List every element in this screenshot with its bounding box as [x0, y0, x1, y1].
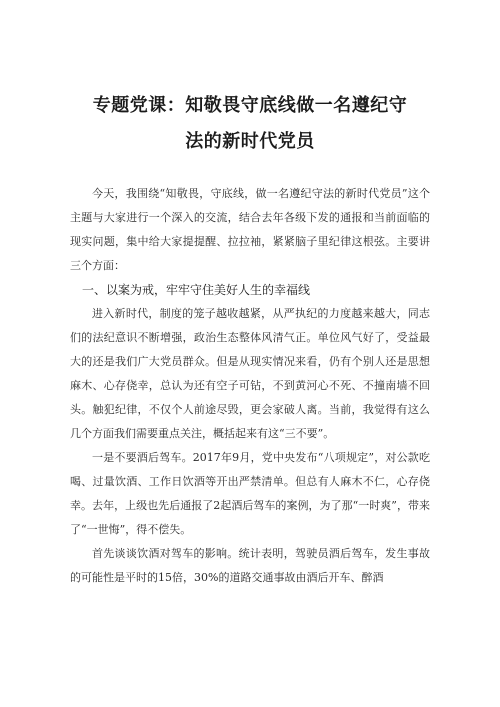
intro-paragraph: 今天，我围绕“知敬畏，守底线，做一名遵纪守法的新时代党员”这个主题与大家进行一个深入的交流，结合去年各级下发的通报和当前面临的现实问题，集中给大家提提醒、拉拉袖，紧紧脑子里纪律这根弦。主要讲三个方面：: [70, 187, 430, 272]
title-line-1: 专题党课：知敬畏守底线做一名遵纪守: [92, 95, 408, 116]
section-heading-1: 一、以案为戒，牢牢守住美好人生的幸福线: [82, 283, 311, 297]
body-paragraph-1: 进入新时代，制度的笼子越收越紧，从严执纪的力度越来越大，同志们的法纪意识不断增强，政治生态整体风清气正。单位风气好了，受益最大的还是我们广大党员群众。但是从现实情况来看，仍有个别人还是思想麻木、心存侥幸，总认为还有空子可钻，不到黄河心不死、不撞南墙不回头。触犯纪律，不仅个人前途尽毁，更会家破人离。当前，我觉得有这么几个方面我们需要重点关注，概括起来有这“三不要”。: [70, 307, 430, 440]
body-paragraph-2: 一是不要酒后驾车。2017年9月，党中央发布“八项规定”，对公款吃喝、过量饮酒、工作日饮酒等开出严禁清单。但总有人麻木不仁，心存侥幸。去年，上级也先后通报了2起酒后驾车的案例，为了那“一时爽”，带来了“一世悔”，得不偿失。: [70, 451, 430, 536]
title-line-2: 法的新时代党员: [185, 131, 315, 152]
body-paragraph-3: 首先谈谈饮酒对驾车的影响。统计表明，驾驶员酒后驾车，发生事故的可能性是平时的15倍，30%的道路交通事故由酒后开车、醉酒: [70, 547, 430, 584]
document-title: [70, 88, 430, 160]
